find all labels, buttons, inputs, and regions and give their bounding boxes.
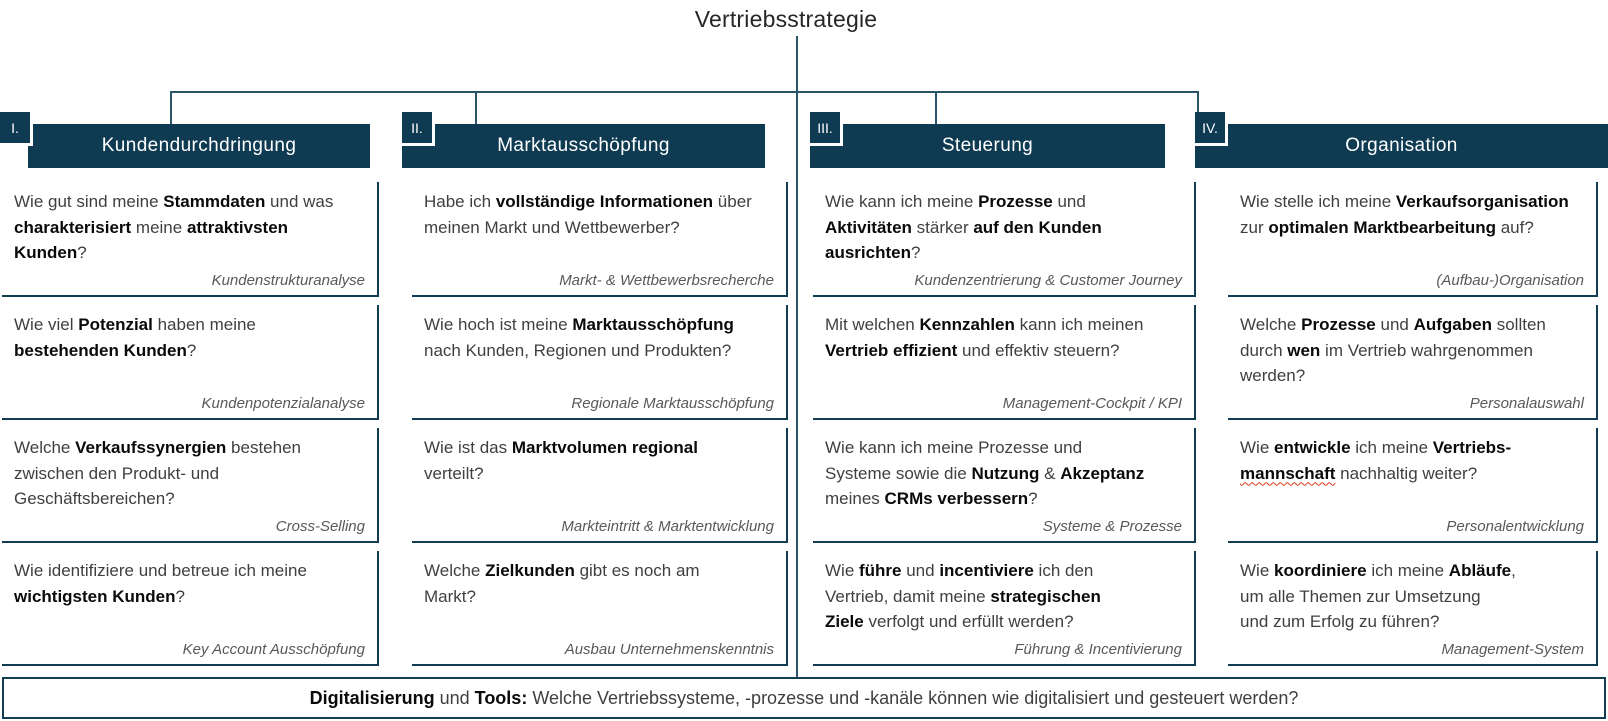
cell-label: Kundenzentrierung & Customer Journey	[914, 272, 1182, 289]
cell-question: Wie ist das Marktvolumen regional verteilt?	[424, 438, 698, 483]
numeral-badge: II.	[402, 112, 435, 146]
digitalisierung-footer-bar	[2, 677, 1606, 719]
question-cell	[1228, 551, 1598, 666]
cell-question: Wie viel Potenzial haben meine bestehenden Kunden?	[14, 315, 256, 360]
cell-label: (Aufbau-)Organisation	[1436, 272, 1584, 289]
cell-question: Mit welchen Kennzahlen kann ich meinen Vertrieb effizient und effektiv steuern?	[825, 315, 1144, 360]
cell-question: Wie koordiniere ich meine Abläufe, um alle Themen zur Umsetzung und zum Erfolg zu führen?	[1240, 561, 1516, 631]
column-header: Marktausschöpfung	[402, 124, 765, 168]
cell-label: Führung & Incentivierung	[1014, 641, 1182, 658]
cell-question: Welche Zielkunden gibt es noch am Markt?	[424, 561, 700, 606]
column-header: Organisation	[1195, 124, 1608, 168]
cell-question: Wie hoch ist meine Marktausschöpfung nach Kunden, Regionen und Produkten?	[424, 315, 734, 360]
cell-label: Personalauswahl	[1469, 395, 1584, 412]
cell-question: Wie führe und incentiviere ich den Vertrieb, damit meine strategischen Ziele verfolgt und erfüllt werden?	[825, 561, 1101, 631]
question-cell	[1228, 305, 1598, 420]
numeral-badge: IV.	[1195, 112, 1228, 146]
cell-question: Wie kann ich meine Prozesse und Aktivitäten stärker auf den Kunden ausrichten?	[825, 192, 1102, 262]
cell-question: Wie kann ich meine Prozesse und Systeme sowie die Nutzung & Akzeptanz meines CRMs verbessern?	[825, 438, 1145, 508]
cell-question: Habe ich vollständige Informationen über meinen Markt und Wettbewerber?	[424, 192, 752, 237]
cell-label: Personalentwicklung	[1446, 518, 1584, 535]
cell-question: Welche Verkaufssynergien bestehen zwischen den Produkt- und Geschäftsbereichen?	[14, 438, 301, 508]
cell-question: Wie stelle ich meine Verkaufsorganisation zur optimalen Marktbearbeitung auf?	[1240, 192, 1569, 237]
cell-label: Management-System	[1441, 641, 1584, 658]
cell-question: Wie entwickle ich meine Vertriebs- mannschaft nachhaltig weiter?	[1240, 438, 1512, 483]
cell-label: Kundenstrukturanalyse	[211, 272, 365, 289]
numeral-badge: I.	[0, 112, 33, 146]
numeral-badge: III.	[810, 112, 843, 146]
cell-label: Markt- & Wettbewerbsrecherche	[559, 272, 774, 289]
cell-label: Markteintritt & Marktentwicklung	[561, 518, 774, 535]
cell-label: Kundenpotenzialanalyse	[201, 395, 365, 412]
cell-label: Cross-Selling	[275, 518, 365, 535]
cell-label: Systeme & Prozesse	[1042, 518, 1182, 535]
cell-question: Welche Prozesse und Aufgaben sollten durch wen im Vertrieb wahrgenommen werden?	[1240, 315, 1546, 385]
cell-label: Key Account Ausschöpfung	[182, 641, 365, 658]
footer-text: Digitalisierung und Tools: Welche Vertriebssysteme, -prozesse und -kanäle können wie digitalisiert und gesteuert werden?	[309, 687, 1299, 708]
page-title: Vertriebsstrategie	[694, 6, 878, 32]
question-cell	[1228, 182, 1598, 297]
cell-question: Wie gut sind meine Stammdaten und was charakterisiert meine attraktivsten Kunden?	[14, 192, 334, 262]
cell-label: Management-Cockpit / KPI	[1002, 395, 1182, 412]
column-header: Steuerung	[810, 124, 1165, 168]
column-header: Kundendurchdringung	[28, 124, 370, 168]
cell-question: Wie identifiziere und betreue ich meine wichtigsten Kunden?	[14, 561, 307, 606]
question-cell	[1228, 428, 1598, 543]
cell-label: Regionale Marktausschöpfung	[571, 395, 774, 412]
cell-label: Ausbau Unternehmenskenntnis	[564, 641, 774, 658]
